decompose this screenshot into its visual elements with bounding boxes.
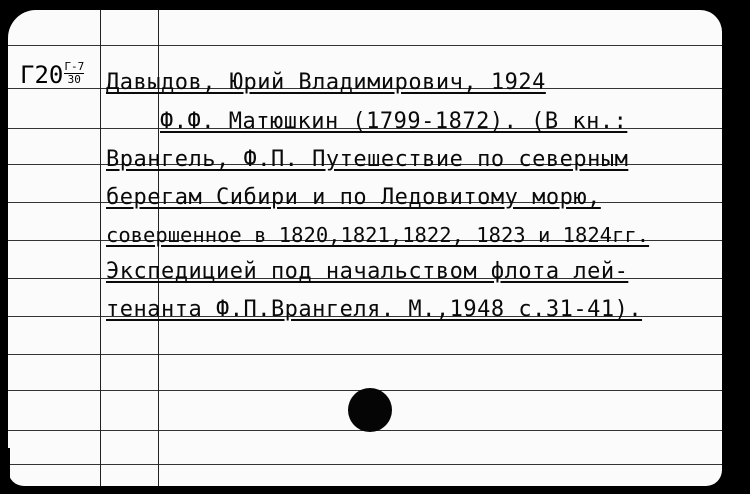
card-line-source: Экспедицией под начальством флота лей- [106, 259, 629, 284]
card-line-source: берегам Сибири и по Ледовитому морю, [106, 185, 601, 210]
call-number-bottom: 30 [67, 73, 81, 86]
ruled-line [8, 354, 722, 355]
ruled-line [8, 45, 722, 46]
catalog-card [8, 10, 722, 486]
card-notch [0, 448, 10, 478]
call-number [20, 61, 84, 89]
punch-hole [348, 388, 392, 432]
card-line-source: тенанта Ф.П.Врангеля. М.,1948 с.31-41). [106, 297, 643, 322]
call-number-main: Г20 [20, 61, 64, 89]
call-number-top: Г-7 [64, 60, 85, 73]
card-line-source: совершенное в 1820,1821,1822, 1823 и 1824гг. [106, 223, 650, 247]
ruled-line [8, 464, 722, 465]
card-line-author: Давыдов, Юрий Владимирович, 1924 [106, 70, 546, 95]
card-line-source: Врангель, Ф.П. Путешествие по северным [106, 147, 629, 172]
margin-line [100, 10, 101, 486]
card-line-title: Ф.Ф. Матюшкин (1799-1872). (В кн.: [160, 109, 628, 134]
call-number-fraction [64, 61, 84, 86]
